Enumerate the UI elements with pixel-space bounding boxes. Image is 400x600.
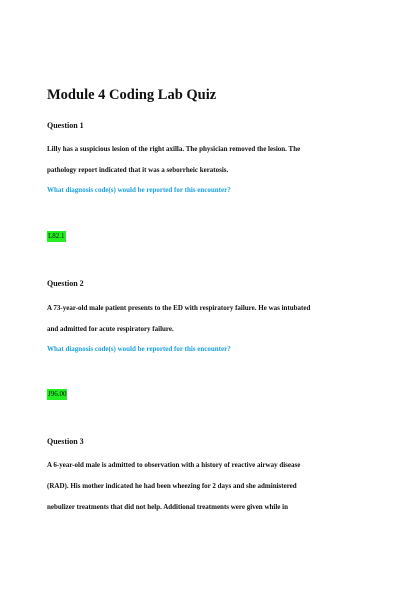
question-2-prompt: What diagnosis code(s) would be reported for this encounter?	[47, 345, 231, 353]
question-2-text-line-1: A 73-year-old male patient presents to the ED with respiratory failure. He was intubated	[47, 304, 311, 312]
question-1-answer: L82.1	[48, 232, 65, 240]
question-3-text-line-3: nebulizer treatments that did not help. Additional treatments were given while in	[47, 503, 288, 511]
question-1-prompt: What diagnosis code(s) would be reported for this encounter?	[47, 186, 231, 194]
question-2-answer: J96.00	[48, 390, 67, 398]
question-1-text-line-2: pathology report indicated that it was a seborrheic keratosis.	[47, 166, 229, 174]
question-3-text-line-2: (RAD). His mother indicated he had been wheezing for 2 days and she administered	[47, 482, 297, 490]
question-2-heading: Question 2	[47, 279, 84, 288]
question-3-heading: Question 3	[47, 437, 84, 446]
question-1-text-line-1: Lilly has a suspicious lesion of the right axilla. The physician removed the lesion. The	[47, 145, 301, 153]
question-3-text-line-1: A 6-year-old male is admitted to observation with a history of reactive airway disease	[47, 461, 301, 469]
question-1-heading: Question 1	[47, 121, 84, 130]
question-2-text-line-2: and admitted for acute respiratory failure.	[47, 325, 174, 333]
page-title: Module 4 Coding Lab Quiz	[47, 87, 217, 103]
